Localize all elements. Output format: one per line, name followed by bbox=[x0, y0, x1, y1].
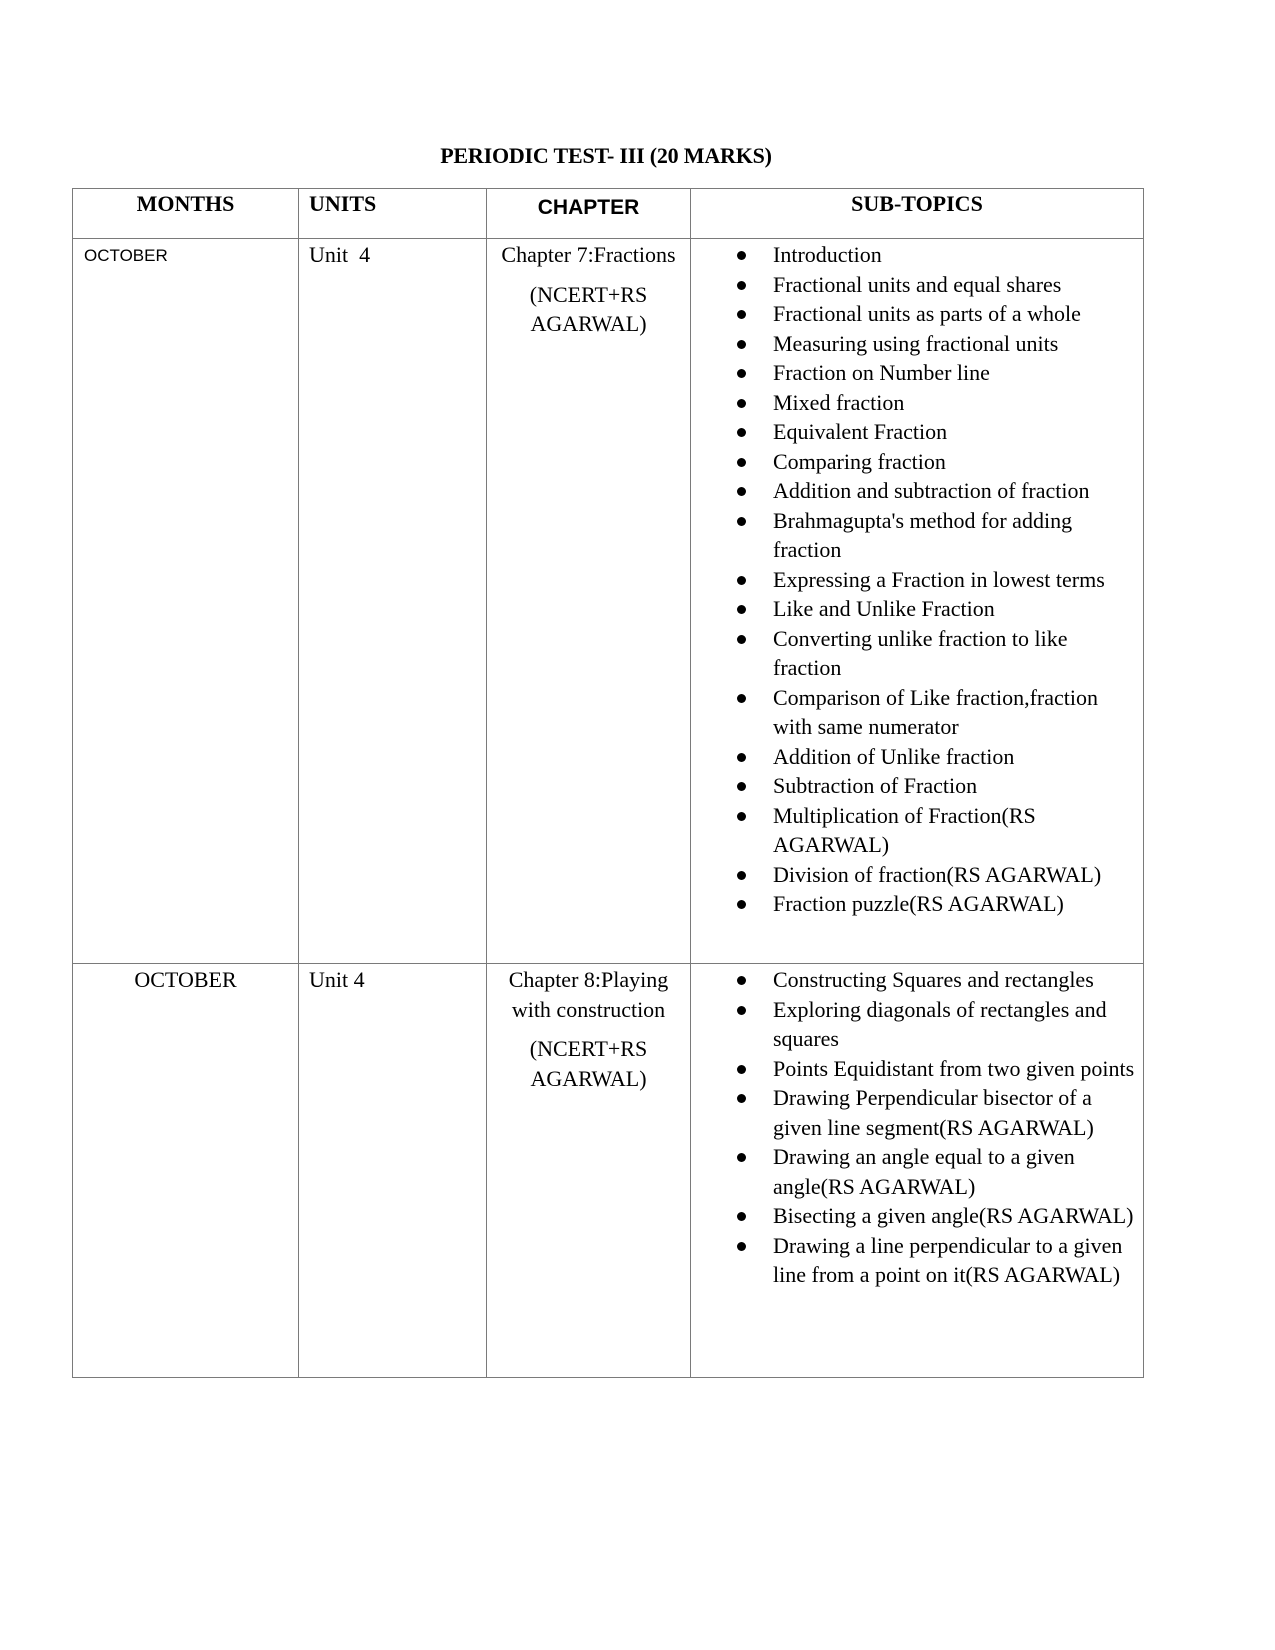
table-row bbox=[73, 964, 1144, 1378]
subtopic-text: Like and Unlike Fraction bbox=[773, 596, 995, 621]
subtopic-text: Fraction on Number line bbox=[773, 360, 990, 385]
subtopic-text: Mixed fraction bbox=[773, 389, 905, 415]
subtopic-item bbox=[691, 594, 1137, 624]
subtopic-item bbox=[691, 358, 1137, 388]
subtopic-text: Fractional units as parts of a whole bbox=[773, 301, 1081, 326]
bullet-icon bbox=[737, 1006, 746, 1015]
subtopic-item bbox=[691, 447, 1137, 477]
subtopic-text: Drawing an angle equal to a given angle(RS AGARWAL) bbox=[773, 1144, 1075, 1199]
bullet-icon bbox=[737, 635, 746, 644]
subtopic-text: Comparing fraction bbox=[773, 448, 946, 474]
header-units-label: UNITS bbox=[309, 191, 377, 216]
subtopic-item bbox=[691, 683, 1137, 742]
subtopic-text: Addition of Unlike fraction bbox=[773, 743, 1015, 769]
table-header-row bbox=[73, 189, 1144, 239]
bullet-icon bbox=[737, 812, 746, 821]
subtopic-item bbox=[691, 388, 1137, 418]
subtopic-item bbox=[691, 1083, 1137, 1142]
subtopic-item bbox=[691, 565, 1137, 595]
unit-cell: Unit 4 bbox=[299, 239, 487, 964]
bullet-icon bbox=[737, 753, 746, 762]
document-title: PERIODIC TEST- III (20 MARKS) bbox=[440, 143, 772, 168]
subtopic-item bbox=[691, 742, 1137, 772]
subtopics-cell bbox=[691, 964, 1144, 1378]
subtopic-text: Expressing a Fraction in lowest terms bbox=[773, 566, 1105, 592]
subtopic-text: Fractional units and equal shares bbox=[773, 271, 1062, 297]
subtopic-text: Exploring diagonals of rectangles and squares bbox=[773, 996, 1107, 1051]
subtopic-text: Converting unlike fraction to like fraction bbox=[773, 625, 1068, 680]
bullet-icon bbox=[737, 976, 746, 985]
bullet-icon bbox=[737, 340, 746, 349]
subtopic-item bbox=[691, 801, 1137, 860]
chapter-cell bbox=[487, 239, 691, 964]
header-units bbox=[299, 189, 487, 239]
bullet-icon bbox=[737, 605, 746, 614]
bullet-icon bbox=[737, 487, 746, 496]
subtopic-item bbox=[691, 624, 1137, 683]
chapter-cell bbox=[487, 964, 691, 1378]
bullet-icon bbox=[737, 281, 746, 290]
subtopic-item bbox=[691, 476, 1137, 506]
bullet-icon bbox=[737, 428, 746, 437]
subtopic-text: Comparison of Like fraction,fraction with same numerator bbox=[773, 684, 1099, 739]
subtopic-item bbox=[691, 270, 1137, 300]
bullet-icon bbox=[737, 458, 746, 467]
unit-cell: Unit 4 bbox=[299, 964, 487, 1378]
subtopic-item bbox=[691, 889, 1137, 919]
subtopic-item bbox=[691, 1201, 1137, 1231]
bullet-icon bbox=[737, 369, 746, 378]
bullet-icon bbox=[737, 782, 746, 791]
bullet-icon bbox=[737, 251, 746, 260]
bullet-icon bbox=[737, 1094, 746, 1103]
chapter-source: (NCERT+RS AGARWAL) bbox=[529, 1036, 648, 1091]
header-months-label: MONTHS bbox=[136, 191, 235, 216]
header-subtopics-label: SUB-TOPICS bbox=[851, 191, 983, 216]
subtopic-text: Fraction puzzle(RS AGARWAL) bbox=[773, 891, 1064, 916]
header-chapter bbox=[487, 189, 691, 239]
subtopic-item bbox=[691, 299, 1137, 329]
bullet-icon bbox=[737, 310, 746, 319]
subtopic-item bbox=[691, 506, 1137, 565]
bullet-icon bbox=[737, 1065, 746, 1074]
chapter-title: Chapter 7:Fractions bbox=[501, 242, 676, 267]
bullet-icon bbox=[737, 517, 746, 526]
table-row bbox=[73, 239, 1144, 964]
subtopic-text: Points Equidistant from two given points bbox=[773, 1055, 1135, 1081]
header-subtopics bbox=[691, 189, 1144, 239]
bullet-icon bbox=[737, 1242, 746, 1251]
subtopic-text: Addition and subtraction of fraction bbox=[773, 478, 1090, 503]
subtopic-item bbox=[691, 860, 1137, 890]
subtopic-text: Subtraction of Fraction bbox=[773, 773, 978, 798]
subtopic-text: Division of fraction(RS AGARWAL) bbox=[773, 861, 1102, 887]
bullet-icon bbox=[737, 871, 746, 880]
bullet-icon bbox=[737, 1212, 746, 1221]
bullet-icon bbox=[737, 900, 746, 909]
subtopic-text: Bisecting a given angle(RS AGARWAL) bbox=[773, 1203, 1134, 1228]
subtopic-item bbox=[691, 1231, 1137, 1290]
bullet-icon bbox=[737, 694, 746, 703]
subtopics-cell bbox=[691, 239, 1144, 964]
subtopic-item bbox=[691, 240, 1137, 270]
header-months bbox=[73, 189, 299, 239]
subtopic-item bbox=[691, 965, 1137, 995]
subtopic-item bbox=[691, 417, 1137, 447]
subtopic-text: Introduction bbox=[773, 242, 882, 267]
subtopic-item bbox=[691, 1054, 1137, 1084]
subtopic-item bbox=[691, 1142, 1137, 1201]
subtopic-item bbox=[691, 995, 1137, 1054]
subtopic-item bbox=[691, 771, 1137, 801]
bullet-icon bbox=[737, 399, 746, 408]
bullet-icon bbox=[737, 1153, 746, 1162]
chapter-source: (NCERT+RS AGARWAL) bbox=[529, 281, 648, 336]
bullet-icon bbox=[737, 576, 746, 585]
subtopic-text: Multiplication of Fraction(RS AGARWAL) bbox=[773, 802, 1036, 857]
syllabus-table bbox=[72, 188, 1144, 1378]
subtopic-text: Drawing Perpendicular bisector of a given line segment(RS AGARWAL) bbox=[773, 1085, 1094, 1140]
subtopic-item bbox=[691, 329, 1137, 359]
subtopics-list bbox=[691, 964, 1143, 1294]
month-cell: OCTOBER bbox=[73, 964, 299, 1378]
subtopics-list bbox=[691, 239, 1143, 923]
subtopic-text: Drawing a line perpendicular to a given line from a point on it(RS AGARWAL) bbox=[773, 1232, 1123, 1287]
month-cell: OCTOBER bbox=[73, 239, 299, 964]
header-chapter-label: CHAPTER bbox=[537, 196, 640, 219]
chapter-title: Chapter 8:Playing with construction bbox=[508, 967, 669, 1022]
subtopic-text: Constructing Squares and rectangles bbox=[773, 967, 1094, 992]
subtopic-text: Equivalent Fraction bbox=[773, 419, 948, 444]
subtopic-text: Brahmagupta's method for adding fraction bbox=[773, 507, 1073, 562]
subtopic-text: Measuring using fractional units bbox=[773, 330, 1059, 356]
